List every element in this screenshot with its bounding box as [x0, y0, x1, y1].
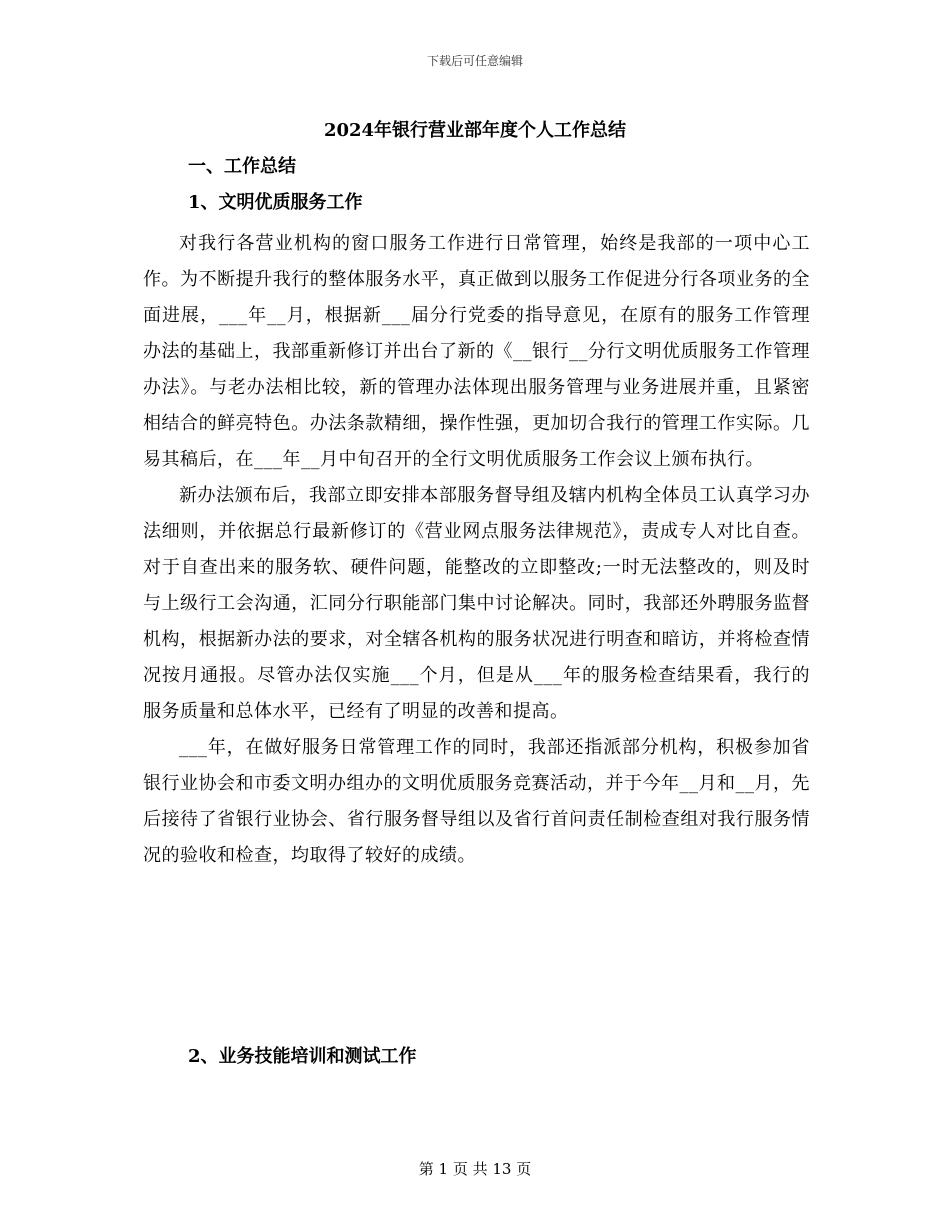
document-title: 2024年银行营业部年度个人工作总结 [323, 120, 627, 141]
subsection-heading-training: 2、业务技能培训和测试工作 [188, 1046, 417, 1067]
paragraph: ___年，在做好服务日常管理工作的同时，我部还指派部分机构，积极参加省银行业协会和市委文明办组办的文明优质服务竞赛活动，并于今年__月和__月，先后接待了省银行业协会、省行服务督导组以及省行首问责任制检查组对我行服务情况的验收和检查，均取得了较好的成绩。 [143, 737, 810, 866]
section-heading-work-summary: 一、工作总结 [188, 156, 296, 177]
paragraph: 对我行各营业机构的窗口服务工作进行日常管理，始终是我部的一项中心工作。为不断提升我行的整体服务水平，真正做到以服务工作促进分行各项业务的全面进展，___年__月，根据新___届分行党委的指导意见，在原有的服务工作管理办法的基础上，我部重新修订并出台了新的《__银行__分行文明优质服务工作管理办法》。与老办法相比较，新的管理办法体现出服务管理与业务进展并重，且紧密相结合的鲜亮特色。办法条款精细，操作性强，更加切合我行的管理工作实际。几易其稿后，在___年__月中旬召开的全行文明优质服务工作会议上颁布执行。 [143, 233, 810, 470]
page-number: 第 1 页 共 13 页 [418, 1160, 532, 1178]
subsection-heading-service: 1、文明优质服务工作 [188, 192, 363, 213]
paragraph: 新办法颁布后，我部立即安排本部服务督导组及辖内机构全体员工认真学习办法细则，并依据总行最新修订的《营业网点服务法律规范》，责成专人对比自查。对于自查出来的服务软、硬件问题，能整改的立即整改;一时无法整改的，则及时与上级行工会沟通，汇同分行职能部门集中讨论解决。同时，我部还外聘服务监督机构，根据新办法的要求，对全辖各机构的服务状况进行明查和暗访，并将检查情况按月通报。尽管办法仅实施___个月，但是从___年的服务检查结果看，我行的服务质量和总体水平，已经有了明显的改善和提高。 [143, 485, 810, 722]
document-body [143, 226, 810, 874]
download-note: 下载后可任意编辑 [426, 54, 523, 68]
